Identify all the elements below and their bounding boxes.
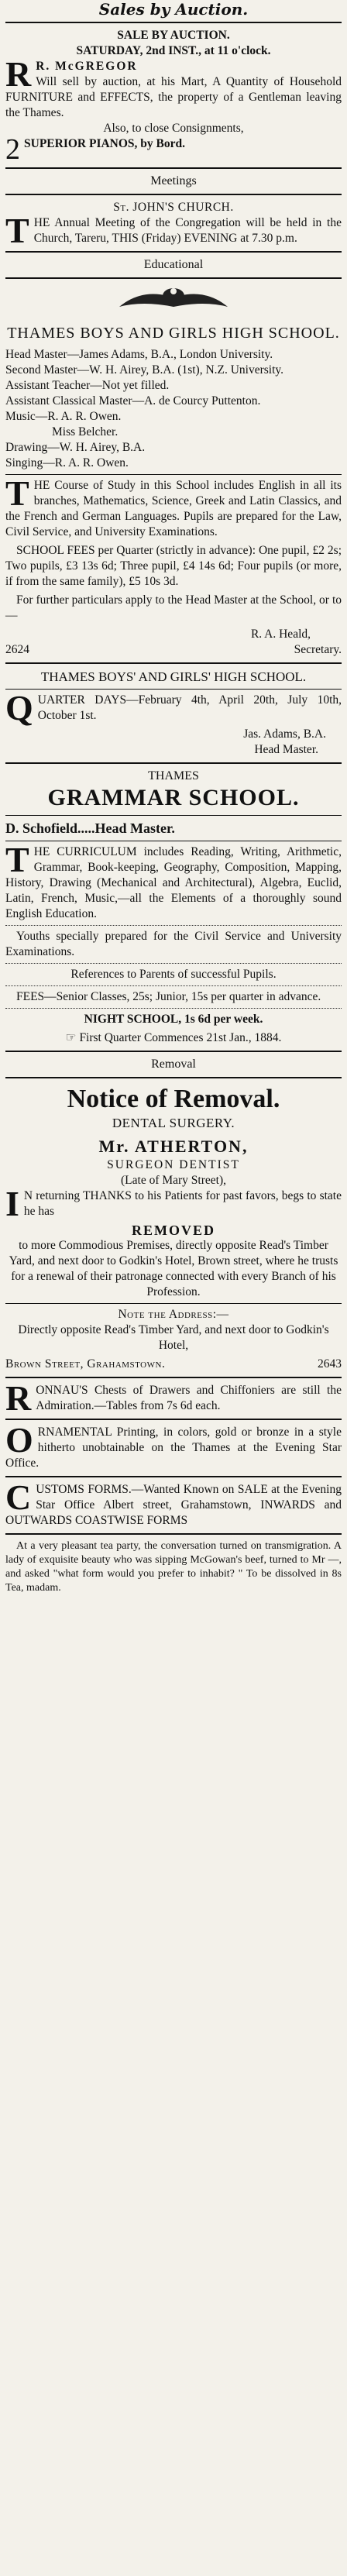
night-school: NIGHT SCHOOL, 1s 6d per week. [84,1013,263,1026]
note-address: Note the Address:— [118,1308,229,1321]
divider [5,985,342,986]
fees-text: SCHOOL FEES per Quarter (strictly in advance): One pupil, £2 2s; Two pupils, £3 13s 6d; Three pupil, £4 14s 6d; Four pupils (or more, if from the same family), £5 10s 3d. [5,544,342,588]
divider [5,1051,342,1052]
ornamental-text: RNAMENTAL Printing, in colors, gold or bronze in a style hitherto unobtainable on the Thames at the Evening Star Office. [5,1426,342,1470]
grammar-line1: THAMES [148,769,199,782]
divider [5,474,342,475]
youths-text: Youths specially prepared for the Civil Service and University Examinations. [5,930,342,958]
staff-line: Drawing—W. H. Airey, B.A. [5,441,146,454]
auctioneer-name: R. McGREGOR [36,60,138,73]
quarter-dropcap: Q [5,688,33,727]
divider [5,277,342,279]
divider [5,22,342,23]
grammar-master: D. Schofield.....Head Master. [5,820,175,836]
meetings-label: Meetings [150,174,197,187]
first-quarter [5,1030,342,1046]
divider [5,1303,342,1304]
grammar-line2: GRAMMAR SCHOOL. [47,785,300,810]
staff-list [5,347,342,471]
divider [5,194,342,195]
newspaper-column [5,0,342,1595]
ornamental-dropcap: O [5,1420,33,1460]
divider [5,251,342,253]
staff-line: Assistant Teacher—Not yet filled. [5,379,170,392]
secretary-role: Secretary. [294,643,342,656]
removal-text1: N returning THANKS to his Patients for past favors, begs to state he has [23,1189,342,1218]
meetings-body: HE Annual Meeting of the Congregation will be held in the Church, Tareru, THIS (Friday) EVENING at 7.30 p.m. [33,216,342,245]
divider [5,815,342,816]
customs-text: USTOMS FORMS.—Wanted Known on SALE at the Evening Star Office Albert street, Grahamstown, INWARDS and OUTWARDS COASTWISE FORMS [5,1483,342,1527]
removal-dropcap: I [5,1184,19,1223]
removal-subtitle: DENTAL SURGERY. [112,1116,235,1130]
course-text: HE Course of Study in this School includes English in all its branches, Mathematics, Science, Greek and Latin Classics, and the French and German Languages. Pupils are prepared for the Law, Civil Service, and University Examinations. [5,479,342,538]
removal-text2: to more Commodious Premises, directly opposite Read's Timber Yard, and next door to Godkin's Hotel, Brown street, where he trusts for a renewal of their patronage connected with every Branch of his Profession. [9,1239,338,1298]
first-quarter-text: First Quarter Commences 21st Jan., 1884. [79,1031,282,1044]
removal-title: Notice of Removal. [67,1085,280,1113]
auction-heading: SALE BY AUCTION. [117,29,230,42]
footer-anecdote: At a very pleasant tea party, the conversation turned on transmigration. A lady of exquisite beauty who was sipping McGowan's beef, turned to Mr —, and asked "what form would you prefer to inhabit? " To be dissolved in 8s Tea, madam. [5,1540,342,1594]
divider [5,925,342,926]
ronnau-text: ONNAU'S Chests of Drawers and Chiffoniers are still the Admiration.—Tables from 7s 6d each. [36,1384,342,1412]
divider [5,662,342,664]
removed-word: REMOVED [132,1223,215,1238]
references-text: References to Parents of successful Pupils. [70,968,277,981]
divider [5,1533,342,1535]
customs-dropcap: C [5,1477,32,1517]
further-text: For further particulars apply to the Head Master at the School, or to— [5,593,342,622]
staff-line: Assistant Classical Master—A. de Courcy Puttenton. [5,394,261,408]
grammar-fees: FEES—Senior Classes, 25s; Junior, 15s per quarter in advance. [16,990,321,1003]
quarter-title: THAMES BOYS' AND GIRLS' HIGH SCHOOL. [40,669,307,684]
dentist-role: SURGEON DENTIST [107,1158,240,1171]
meetings-dropcap: T [5,211,29,250]
pianos-text: SUPERIOR PIANOS, by Bord. [24,137,185,150]
church-name: St. JOHN'S CHURCH. [113,201,234,214]
auction-date: SATURDAY, 2nd INST., at 11 o'clock. [76,44,271,57]
pianos-count: 2 [5,133,20,166]
staff-line: Head Master—James Adams, B.A., London University. [5,348,273,361]
auction-body: Will sell by auction, at his Mart, A Quantity of Household FURNITURE and EFFECTS, the property of a Gentleman leaving the Thames. [5,75,342,119]
auction-also: Also, to close Consignments, [103,122,244,135]
course-dropcap: T [5,473,29,513]
pointing-hand-icon: ☞ [65,1031,80,1044]
ronnau-dropcap: R [5,1378,32,1418]
removal-number: 2643 [318,1357,342,1371]
staff-line: Miss Belcher. [52,425,119,439]
curriculum-text: HE CURRICULUM includes Reading, Writing, Arithmetic, Grammar, Book-keeping, Geography, Composition, Mapping, History, Drawing (Mechanical and Architectural), Algebra, Euclid, Latin, French, Music,—all the Elements of a thoroughly sound English Education. [5,845,342,920]
dentist-name: Mr. ATHERTON, [98,1137,249,1156]
divider [5,1377,342,1378]
school-crest-icon [5,284,342,319]
divider [5,1476,342,1477]
auction-dropcap: R [5,54,32,94]
divider [5,1077,342,1078]
signatory: R. A. Heald, [250,628,311,641]
dentist-late: (Late of Mary Street), [121,1174,226,1187]
curriculum-dropcap: T [5,840,29,879]
staff-line: Music—R. A. R. Owen. [5,410,122,423]
ad-number: 2624 [5,643,29,656]
divider [5,1419,342,1420]
educational-label: Educational [143,258,204,271]
staff-line: Singing—R. A. R. Owen. [5,456,129,469]
divider [5,689,342,690]
quarter-role: Head Master. [254,743,318,756]
divider [5,762,342,764]
auction-notice [5,54,342,166]
quarter-body: UARTER DAYS—February 4th, April 20th, July 10th, October 1st. [37,693,342,722]
removal-label: Removal [151,1058,196,1071]
section-header-title: Sales by Auction. [98,0,249,19]
staff-line: Second Master—W. H. Airey, B.A. (1st), N.Z. University. [5,363,284,377]
divider [5,167,342,169]
address-text: Directly opposite Read's Timber Yard, and next door to Godkin's Hotel, [18,1323,329,1352]
divider [5,963,342,964]
quarter-signature: Jas. Adams, B.A. [243,727,326,741]
street-text: Brown Street, Grahamstown. [5,1357,166,1371]
divider [5,1008,342,1009]
school-title: THAMES BOYS AND GIRLS HIGH SCHOOL. [7,325,340,342]
